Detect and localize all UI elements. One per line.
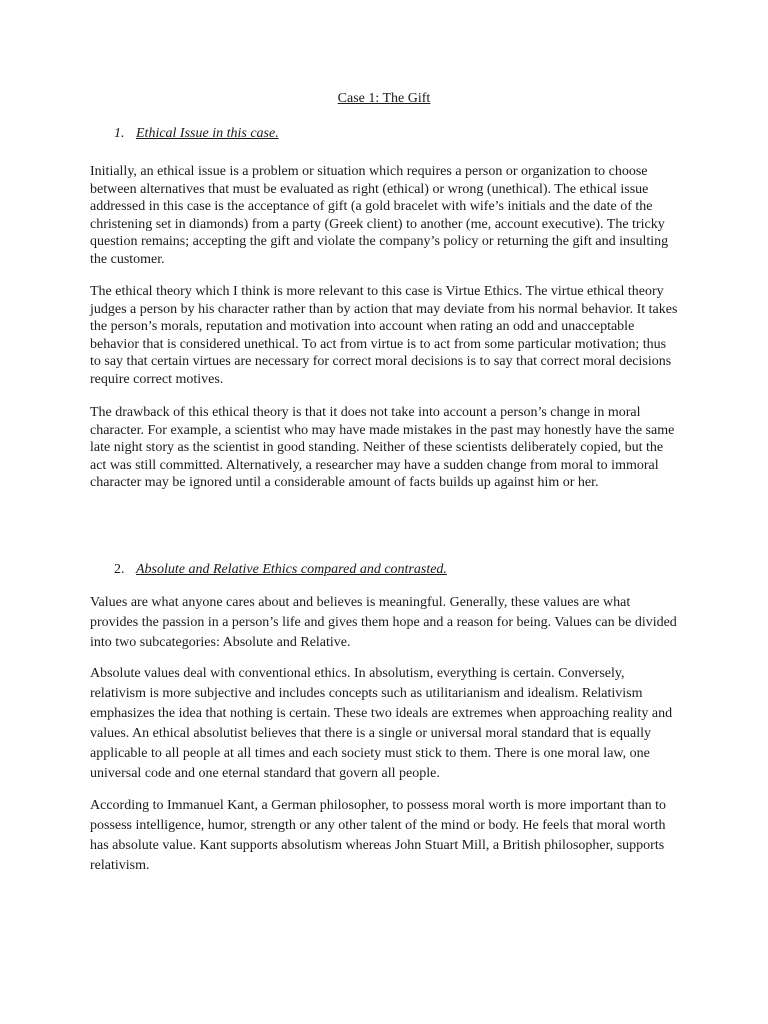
section-heading-1 [114,125,279,143]
paragraph: Values are what anyone cares about and believes is meaningful. Generally, these values are what provides the passion in a person’s life and gives them hope and a reason for being. Values can be divided into two subcategories: Absolute and Relative. [90,595,677,650]
paragraph: The ethical theory which I think is more relevant to this case is Virtue Ethics. The virtue ethical theory judges a person by his character rather than by action that may deviate from his normal behavior. It takes the person’s morals, reputation and motivation into account when rating an odd and unacceptable behavior that is considered unethical. To act from virtue is to act from some particular motivation; thus to say that certain virtues are necessary for correct moral decisions is to say that correct moral decisions require correct motives. [90,284,678,387]
section-heading-text: Ethical Issue in this case. [136,126,279,141]
section-number: 2. [114,562,125,577]
document-title: Case 1: The Gift [337,91,431,106]
section-number: 1. [114,126,125,141]
paragraph: Initially, an ethical issue is a problem or situation which requires a person or organization to choose between alternatives that must be evaluated as right (ethical) or wrong (unethical). The ethical issue addressed in this case is the acceptance of gift (a gold bracelet with wife’s initials and the date of the christening set in diamonds) from a party (Greek client) to another (me, account executive). The tricky question remains; accepting the gift and violate the company’s policy or returning the gift and insulting the customer. [90,164,669,267]
paragraph: The drawback of this ethical theory is that it does not take into account a person’s change in moral character. For example, a scientist who may have made mistakes in the past may honestly have the same late night story as the scientist in good standing. Neither of these scientists deliberately copied, but the act was still committed. Alternatively, a researcher may have a sudden change from moral to immoral character may be ignored until a considerable amount of facts builds up against him or her. [90,405,675,491]
section-heading-text: Absolute and Relative Ethics compared and contrasted. [136,562,447,577]
section-heading-2 [114,561,447,579]
paragraph: Absolute values deal with conventional ethics. In absolutism, everything is certain. Conversely, relativism is more subjective and includes concepts such as utilitarianism and idealism. Relativism emphasizes the idea that nothing is certain. These two ideals are extremes when approaching reality and values. An ethical absolutist believes that there is a single or universal moral standard that is equally applicable to all people at all times and each society must stick to them. There is one moral law, one universal code and one eternal standard that govern all people. [90,666,673,781]
paragraph: According to Immanuel Kant, a German philosopher, to possess moral worth is more important than to possess intelligence, humor, strength or any other talent of the mind or body. He feels that moral worth has absolute value. Kant supports absolutism whereas John Stuart Mill, a British philosopher, supports relativism. [90,798,667,873]
